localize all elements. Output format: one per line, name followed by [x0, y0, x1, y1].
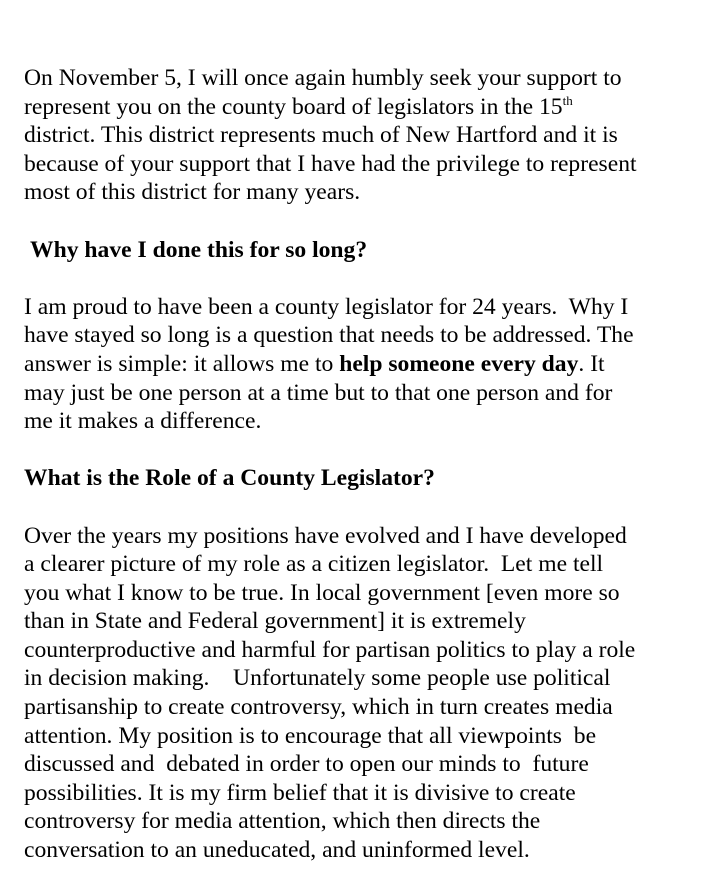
text-line: controversy for media attention, which then directs the [24, 808, 541, 835]
text-line: Over the years my positions have evolved and I have developed [24, 522, 627, 549]
text-line: I am proud to have been a county legislator for 24 years. Why I [24, 293, 629, 320]
intro-paragraph [24, 64, 714, 207]
text-line: partisanship to create controversy, which in turn creates media [24, 694, 613, 721]
text-line: a clearer picture of my role as a citizen legislator. Let me tell [24, 551, 604, 578]
text-line: may just be one person at a time but to that one person and for [24, 379, 613, 406]
text-line: most of this district for many years. [24, 179, 361, 206]
section-heading-why: Why have I done this for so long? [30, 236, 368, 263]
text-line: discussed and debated in order to open our minds to future [24, 751, 589, 778]
text-line: On November 5, I will once again humbly seek your support to [24, 65, 622, 91]
text-line: me it makes a difference. [24, 408, 262, 435]
emphasis-text: help someone every day [339, 350, 579, 377]
text-line: have stayed so long is a question that needs to be addressed. The [24, 322, 634, 349]
role-paragraph [24, 522, 714, 865]
text-line: district. This district represents much of New Hartford and it is [24, 122, 618, 149]
why-paragraph [24, 293, 714, 436]
text-line: because of your support that I have had the privilege to represent [24, 150, 637, 177]
spacer [24, 493, 714, 522]
spacer [24, 207, 714, 236]
ordinal-superscript: th [562, 92, 573, 108]
text-line: counterproductive and harmful for partisan politics to play a role [24, 636, 636, 663]
spacer [24, 436, 714, 465]
spacer [24, 264, 714, 293]
text-line: conversation to an uneducated, and uninformed level. [24, 837, 530, 864]
text-line: you what I know to be true. In local government [even more so [24, 579, 620, 606]
text-line: possibilities. It is my firm belief that it is divisive to create [24, 779, 576, 806]
text-line: attention. My position is to encourage that all viewpoints be [24, 722, 597, 749]
document-page [24, 64, 714, 865]
section-heading-role: What is the Role of a County Legislator? [24, 465, 435, 492]
text-line: answer is simple: it allows me to help someone every day. It [24, 350, 605, 377]
text-line: represent you on the county board of legislators in the 15th [24, 92, 573, 120]
text-line: in decision making. Unfortunately some people use political [24, 665, 611, 692]
text-line: than in State and Federal government] it is extremely [24, 608, 526, 635]
